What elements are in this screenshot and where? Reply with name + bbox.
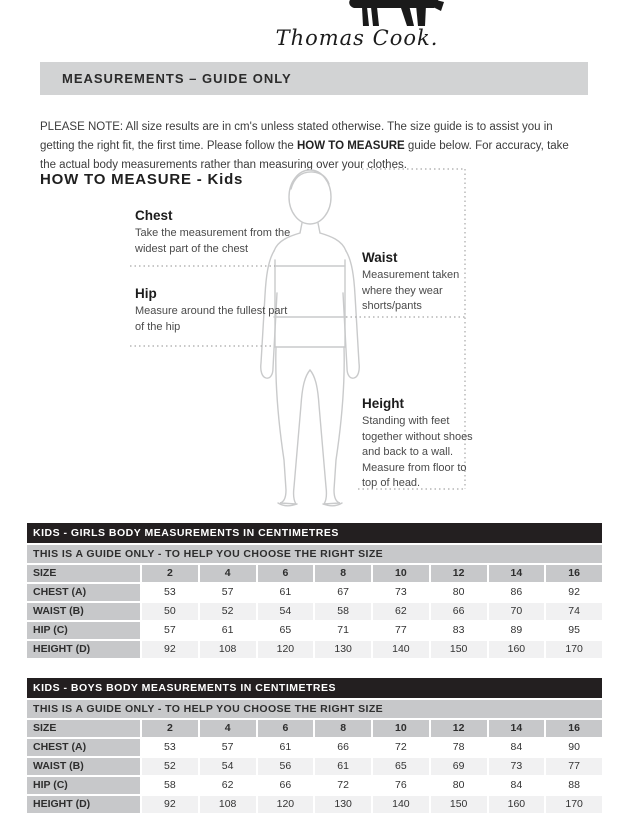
value-cell: 71 — [315, 622, 371, 639]
row-label: HIP (C) — [27, 622, 140, 639]
size-cell: 6 — [258, 720, 314, 737]
value-cell: 53 — [142, 584, 198, 601]
size-cell: 10 — [373, 565, 429, 582]
chest-desc: Take the measurement from the widest part of the chest — [135, 227, 291, 255]
value-cell: 62 — [373, 603, 429, 620]
size-cell: 14 — [489, 720, 545, 737]
value-cell: 89 — [489, 622, 545, 639]
value-cell: 58 — [142, 777, 198, 794]
value-cell: 67 — [315, 584, 371, 601]
value-cell: 92 — [142, 641, 198, 658]
value-cell: 150 — [431, 796, 487, 813]
horse-silhouette-icon — [338, 0, 450, 27]
waist-title: Waist — [362, 250, 398, 265]
size-cell: 12 — [431, 720, 487, 737]
note-prefix: PLEASE NOTE: All size results are in cm's unless stated otherwise. The size guide is to assist you in getting the right fit, the first time. Please follow the — [40, 120, 553, 152]
value-cell: 83 — [431, 622, 487, 639]
size-cell: 8 — [315, 720, 371, 737]
value-cell: 57 — [142, 622, 198, 639]
value-cell: 86 — [489, 584, 545, 601]
value-cell: 120 — [258, 796, 314, 813]
girls-table-subheader: THIS IS A GUIDE ONLY - TO HELP YOU CHOOSE THE RIGHT SIZE — [27, 545, 602, 563]
value-cell: 72 — [373, 739, 429, 756]
size-grid — [27, 720, 602, 813]
value-cell: 65 — [258, 622, 314, 639]
value-cell: 69 — [431, 758, 487, 775]
value-cell: 160 — [489, 796, 545, 813]
value-cell: 61 — [258, 584, 314, 601]
value-cell: 66 — [258, 777, 314, 794]
size-cell: 2 — [142, 565, 198, 582]
value-cell: 57 — [200, 584, 256, 601]
size-cell: 14 — [489, 565, 545, 582]
value-cell: 130 — [315, 796, 371, 813]
value-cell: 84 — [489, 777, 545, 794]
row-label: CHEST (A) — [27, 584, 140, 601]
value-cell: 52 — [200, 603, 256, 620]
value-cell: 72 — [315, 777, 371, 794]
chest-annotation — [135, 208, 315, 257]
size-cell: 8 — [315, 565, 371, 582]
value-cell: 61 — [258, 739, 314, 756]
value-cell: 160 — [489, 641, 545, 658]
size-cell: 6 — [258, 565, 314, 582]
value-cell: 54 — [258, 603, 314, 620]
size-cell: 16 — [546, 720, 602, 737]
height-annotation — [362, 396, 482, 492]
value-cell: 73 — [489, 758, 545, 775]
value-cell: 92 — [142, 796, 198, 813]
size-grid — [27, 565, 602, 658]
size-cell: 2 — [142, 720, 198, 737]
value-cell: 77 — [373, 622, 429, 639]
boys-table-header: KIDS - BOYS BODY MEASUREMENTS IN CENTIMETRES — [27, 678, 602, 698]
girls-size-table — [27, 523, 602, 658]
value-cell: 92 — [546, 584, 602, 601]
value-cell: 170 — [546, 796, 602, 813]
height-title: Height — [362, 396, 404, 411]
value-cell: 77 — [546, 758, 602, 775]
value-cell: 150 — [431, 641, 487, 658]
row-label: HIP (C) — [27, 777, 140, 794]
value-cell: 108 — [200, 796, 256, 813]
size-row-label: SIZE — [27, 565, 140, 582]
hip-title: Hip — [135, 286, 157, 301]
value-cell: 66 — [431, 603, 487, 620]
value-cell: 130 — [315, 641, 371, 658]
boys-size-table — [27, 678, 602, 813]
size-cell: 12 — [431, 565, 487, 582]
brand-logo-text: Thomas Cook. — [275, 26, 439, 50]
value-cell: 53 — [142, 739, 198, 756]
row-label: HEIGHT (D) — [27, 641, 140, 658]
value-cell: 61 — [200, 622, 256, 639]
size-cell: 4 — [200, 565, 256, 582]
note-suffix: guide below. For accuracy, take the actual body measurements rather than measuring over your clothes. — [40, 139, 569, 171]
row-label: HEIGHT (D) — [27, 796, 140, 813]
note-bold: HOW TO MEASURE — [296, 139, 405, 152]
size-row-label: SIZE — [27, 720, 140, 737]
row-label: WAIST (B) — [27, 603, 140, 620]
value-cell: 76 — [373, 777, 429, 794]
hip-desc: Measure around the fullest part of the hip — [135, 305, 288, 333]
value-cell: 58 — [315, 603, 371, 620]
value-cell: 108 — [200, 641, 256, 658]
value-cell: 170 — [546, 641, 602, 658]
waist-annotation — [362, 250, 476, 315]
value-cell: 80 — [431, 777, 487, 794]
size-cell: 10 — [373, 720, 429, 737]
boys-table-subheader: THIS IS A GUIDE ONLY - TO HELP YOU CHOOSE THE RIGHT SIZE — [27, 700, 602, 718]
value-cell: 70 — [489, 603, 545, 620]
waist-desc: Measurement taken where they wear shorts/pants — [362, 269, 460, 312]
value-cell: 88 — [546, 777, 602, 794]
value-cell: 62 — [200, 777, 256, 794]
height-desc: Standing with feet together without shoes and back to a wall. Measure from floor to top of head. — [362, 415, 473, 489]
value-cell: 74 — [546, 603, 602, 620]
size-cell: 4 — [200, 720, 256, 737]
size-cell: 16 — [546, 565, 602, 582]
value-cell: 95 — [546, 622, 602, 639]
page-title: MEASUREMENTS – GUIDE ONLY — [40, 62, 588, 95]
value-cell: 52 — [142, 758, 198, 775]
chest-title: Chest — [135, 208, 173, 223]
value-cell: 140 — [373, 641, 429, 658]
value-cell: 78 — [431, 739, 487, 756]
value-cell: 90 — [546, 739, 602, 756]
how-to-measure-heading: HOW TO MEASURE - Kids — [40, 171, 244, 188]
value-cell: 66 — [315, 739, 371, 756]
value-cell: 65 — [373, 758, 429, 775]
value-cell: 54 — [200, 758, 256, 775]
value-cell: 84 — [489, 739, 545, 756]
girls-table-header: KIDS - GIRLS BODY MEASUREMENTS IN CENTIMETRES — [27, 523, 602, 543]
value-cell: 73 — [373, 584, 429, 601]
value-cell: 120 — [258, 641, 314, 658]
row-label: CHEST (A) — [27, 739, 140, 756]
value-cell: 140 — [373, 796, 429, 813]
value-cell: 80 — [431, 584, 487, 601]
value-cell: 61 — [315, 758, 371, 775]
value-cell: 57 — [200, 739, 256, 756]
value-cell: 50 — [142, 603, 198, 620]
row-label: WAIST (B) — [27, 758, 140, 775]
hip-annotation — [135, 286, 295, 335]
value-cell: 56 — [258, 758, 314, 775]
